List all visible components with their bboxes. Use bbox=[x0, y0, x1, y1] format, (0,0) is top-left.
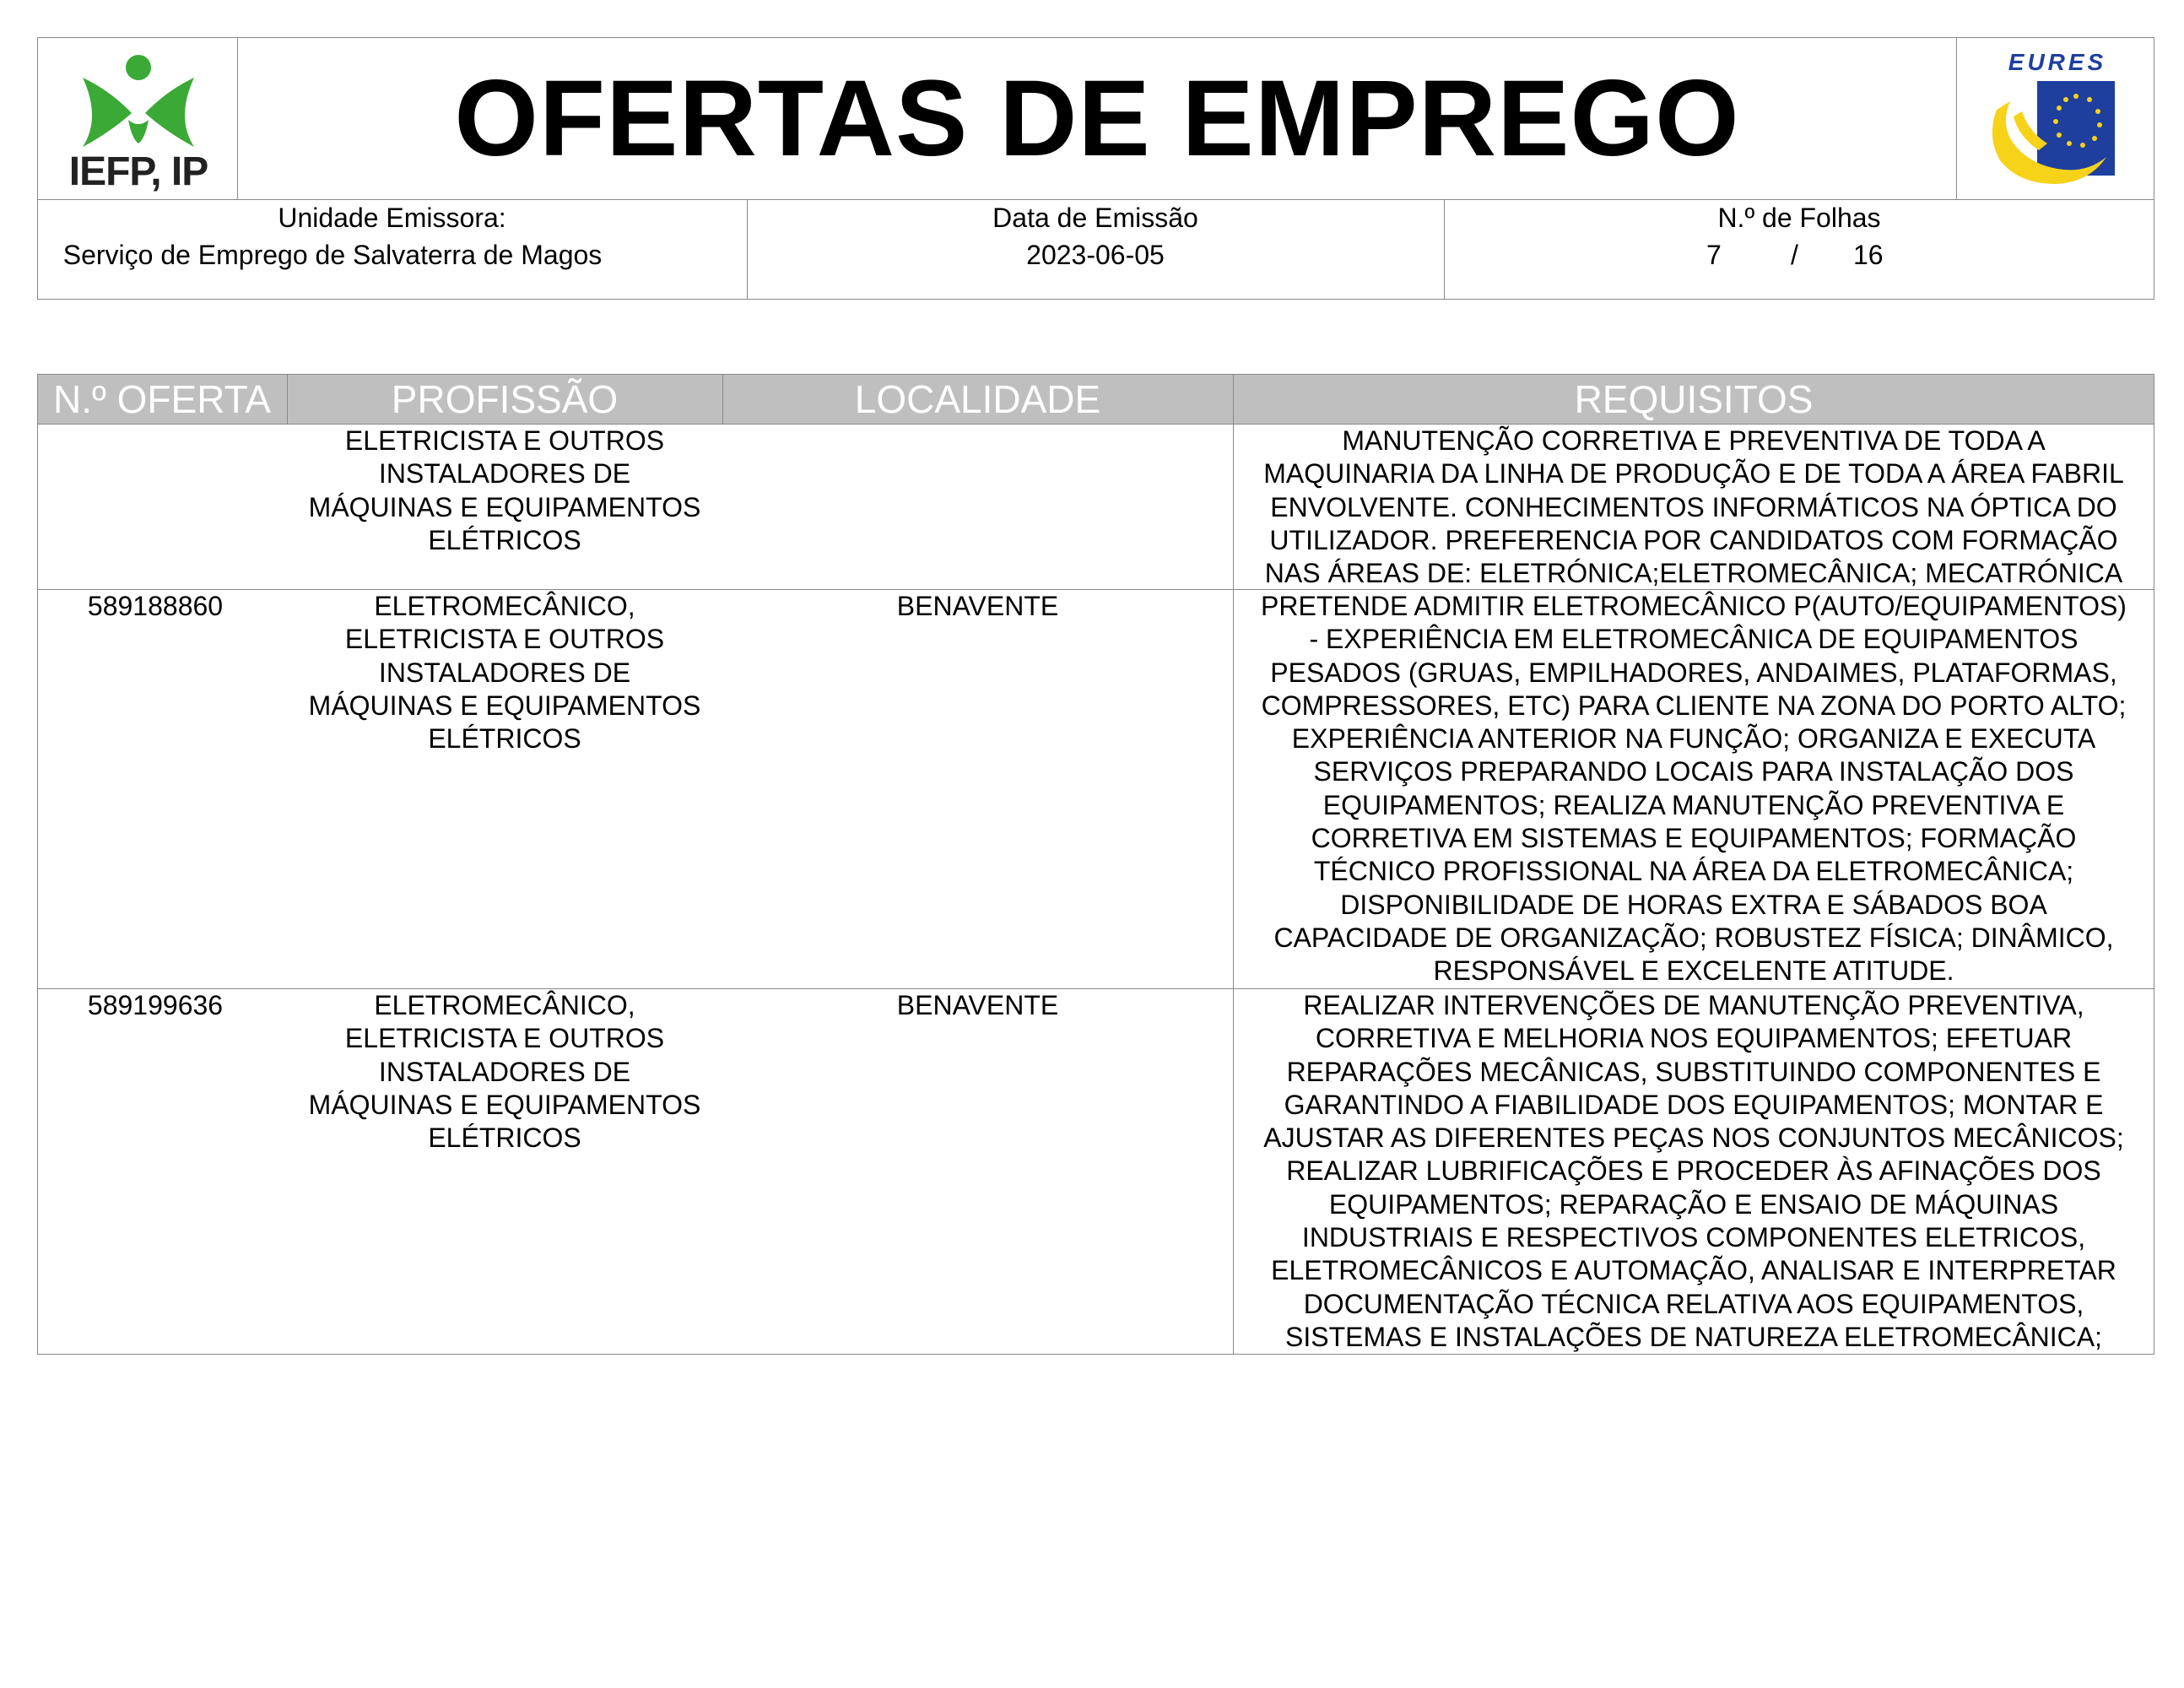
col-header-requirements: REQUISITOS bbox=[1574, 376, 1814, 421]
sheet-separator: / bbox=[1791, 240, 1798, 270]
date-value: 2023-06-05 bbox=[1026, 240, 1165, 270]
sheet-current: 7 bbox=[1706, 240, 1722, 270]
eures-hand-icon bbox=[1985, 76, 2128, 191]
date-label: Data de Emissão bbox=[992, 203, 1198, 233]
eures-logo-text: EURES bbox=[2008, 49, 2107, 75]
iefp-logo-text: IEFP, IP bbox=[68, 149, 208, 194]
sheets-label: N.º de Folhas bbox=[1717, 203, 1881, 233]
row-2-offer: 589199636 bbox=[87, 990, 224, 1020]
unit-label: Unidade Emissora: bbox=[278, 203, 506, 233]
row-2-requirements: REALIZAR INTERVENÇÕES DE MANUTENÇÃO PREVENTIVA, CORRETIVA E MELHORIA NOS EQUIPAMENTOS; EFETUAR REPARAÇÕES MECÂNICAS, SUBSTITUINDO COMPONENTES E GARANTINDO A FIABILIDADE DOS EQUIPAMENTOS; MONTAR E AJUSTAR AS DIFERENTES PEÇAS NOS CONJUNTOS MECÂNICOS; REALIZAR LUBRIFICAÇÕES E PROCEDER ÀS AFINAÇÕES DOS EQUIPAMENTOS; REPARAÇÃO E ENSAIO DE MÁQUINAS INDUSTRIAIS E RESPECTIVOS COMPONENTES ELETRICOS, ELETROMECÂNICOS E AUTOMAÇÃO, ANALISAR E INTERPRETAR DOCUMENTAÇÃO TÉCNICA RELATIVA AOS EQUIPAMENTOS, SISTEMAS E INSTALAÇÕES DE NATUREZA ELETROMECÂNICA; bbox=[1263, 990, 2124, 1352]
col-header-profession: PROFISSÃO bbox=[391, 376, 619, 421]
sheets-value bbox=[1688, 236, 1907, 273]
document-title: OFERTAS DE EMPREGO bbox=[454, 58, 1740, 179]
row-0-profession: ELETRICISTA E OUTROS INSTALADORES DE MÁQUINAS E EQUIPAMENTOS ELÉTRICOS bbox=[308, 425, 701, 555]
row-2-profession: ELETROMECÂNICO, ELETRICISTA E OUTROS INSTALADORES DE MÁQUINAS E EQUIPAMENTOS ELÉTRICOS bbox=[308, 990, 701, 1154]
row-1-location: BENAVENTE bbox=[896, 591, 1059, 621]
iefp-logo bbox=[51, 44, 226, 196]
row-1-profession: ELETROMECÂNICO, ELETRICISTA E OUTROS INSTALADORES DE MÁQUINAS E EQUIPAMENTOS ELÉTRICOS bbox=[308, 591, 701, 755]
table-col-divider bbox=[722, 374, 723, 424]
row-2-location: BENAVENTE bbox=[896, 990, 1059, 1020]
eures-logo bbox=[1985, 49, 2128, 191]
table-col-divider bbox=[287, 374, 288, 424]
sheet-total: 16 bbox=[1853, 240, 1884, 270]
col-header-location: LOCALIDADE bbox=[854, 376, 1101, 421]
row-1-offer: 589188860 bbox=[87, 591, 224, 621]
row-1-requirements: PRETENDE ADMITIR ELETROMECÂNICO P(AUTO/EQUIPAMENTOS) - EXPERIÊNCIA EM ELETROMECÂNICA DE EQUIPAMENTOS PESADOS (GRUAS, EMPILHADORES, ANDAIMES, PLATAFORMAS, COMPRESSORES, ETC) PARA CLIENTE NA ZONA DO PORTO ALTO; EXPERIÊNCIA ANTERIOR NA FUNÇÃO; ORGANIZA E EXECUTA SERVIÇOS PREPARANDO LOCAIS PARA INSTALAÇÃO DOS EQUIPAMENTOS; REALIZA MANUTENÇÃO PREVENTIVA E CORRETIVA EM SISTEMAS E EQUIPAMENTOS; FORMAÇÃO TÉCNICO PROFISSIONAL NA ÁREA DA ELETROMECÂNICA; DISPONIBILIDADE DE HORAS EXTRA E SÁBADOS BOA CAPACIDADE DE ORGANIZAÇÃO; ROBUSTEZ FÍSICA; DINÂMICO, RESPONSÁVEL E EXCELENTE ATITUDE. bbox=[1261, 591, 2127, 987]
row-0-requirements: MANUTENÇÃO CORRETIVA E PREVENTIVA DE TODA A MAQUINARIA DA LINHA DE PRODUÇÃO E DE TODA A ÁREA FABRIL ENVOLVENTE. CONHECIMENTOS INFORMÁTICOS NA ÓPTICA DO UTILIZADOR. PREFERENCIA POR CANDIDATOS COM FORMAÇÃO NAS ÁREAS DE: ELETRÓNICA;ELETROMECÂNICA; MECATRÓNICA bbox=[1263, 425, 2124, 589]
unit-value: Serviço de Emprego de Salvaterra de Magos bbox=[62, 240, 603, 270]
col-header-offer: N.º OFERTA bbox=[53, 376, 271, 421]
